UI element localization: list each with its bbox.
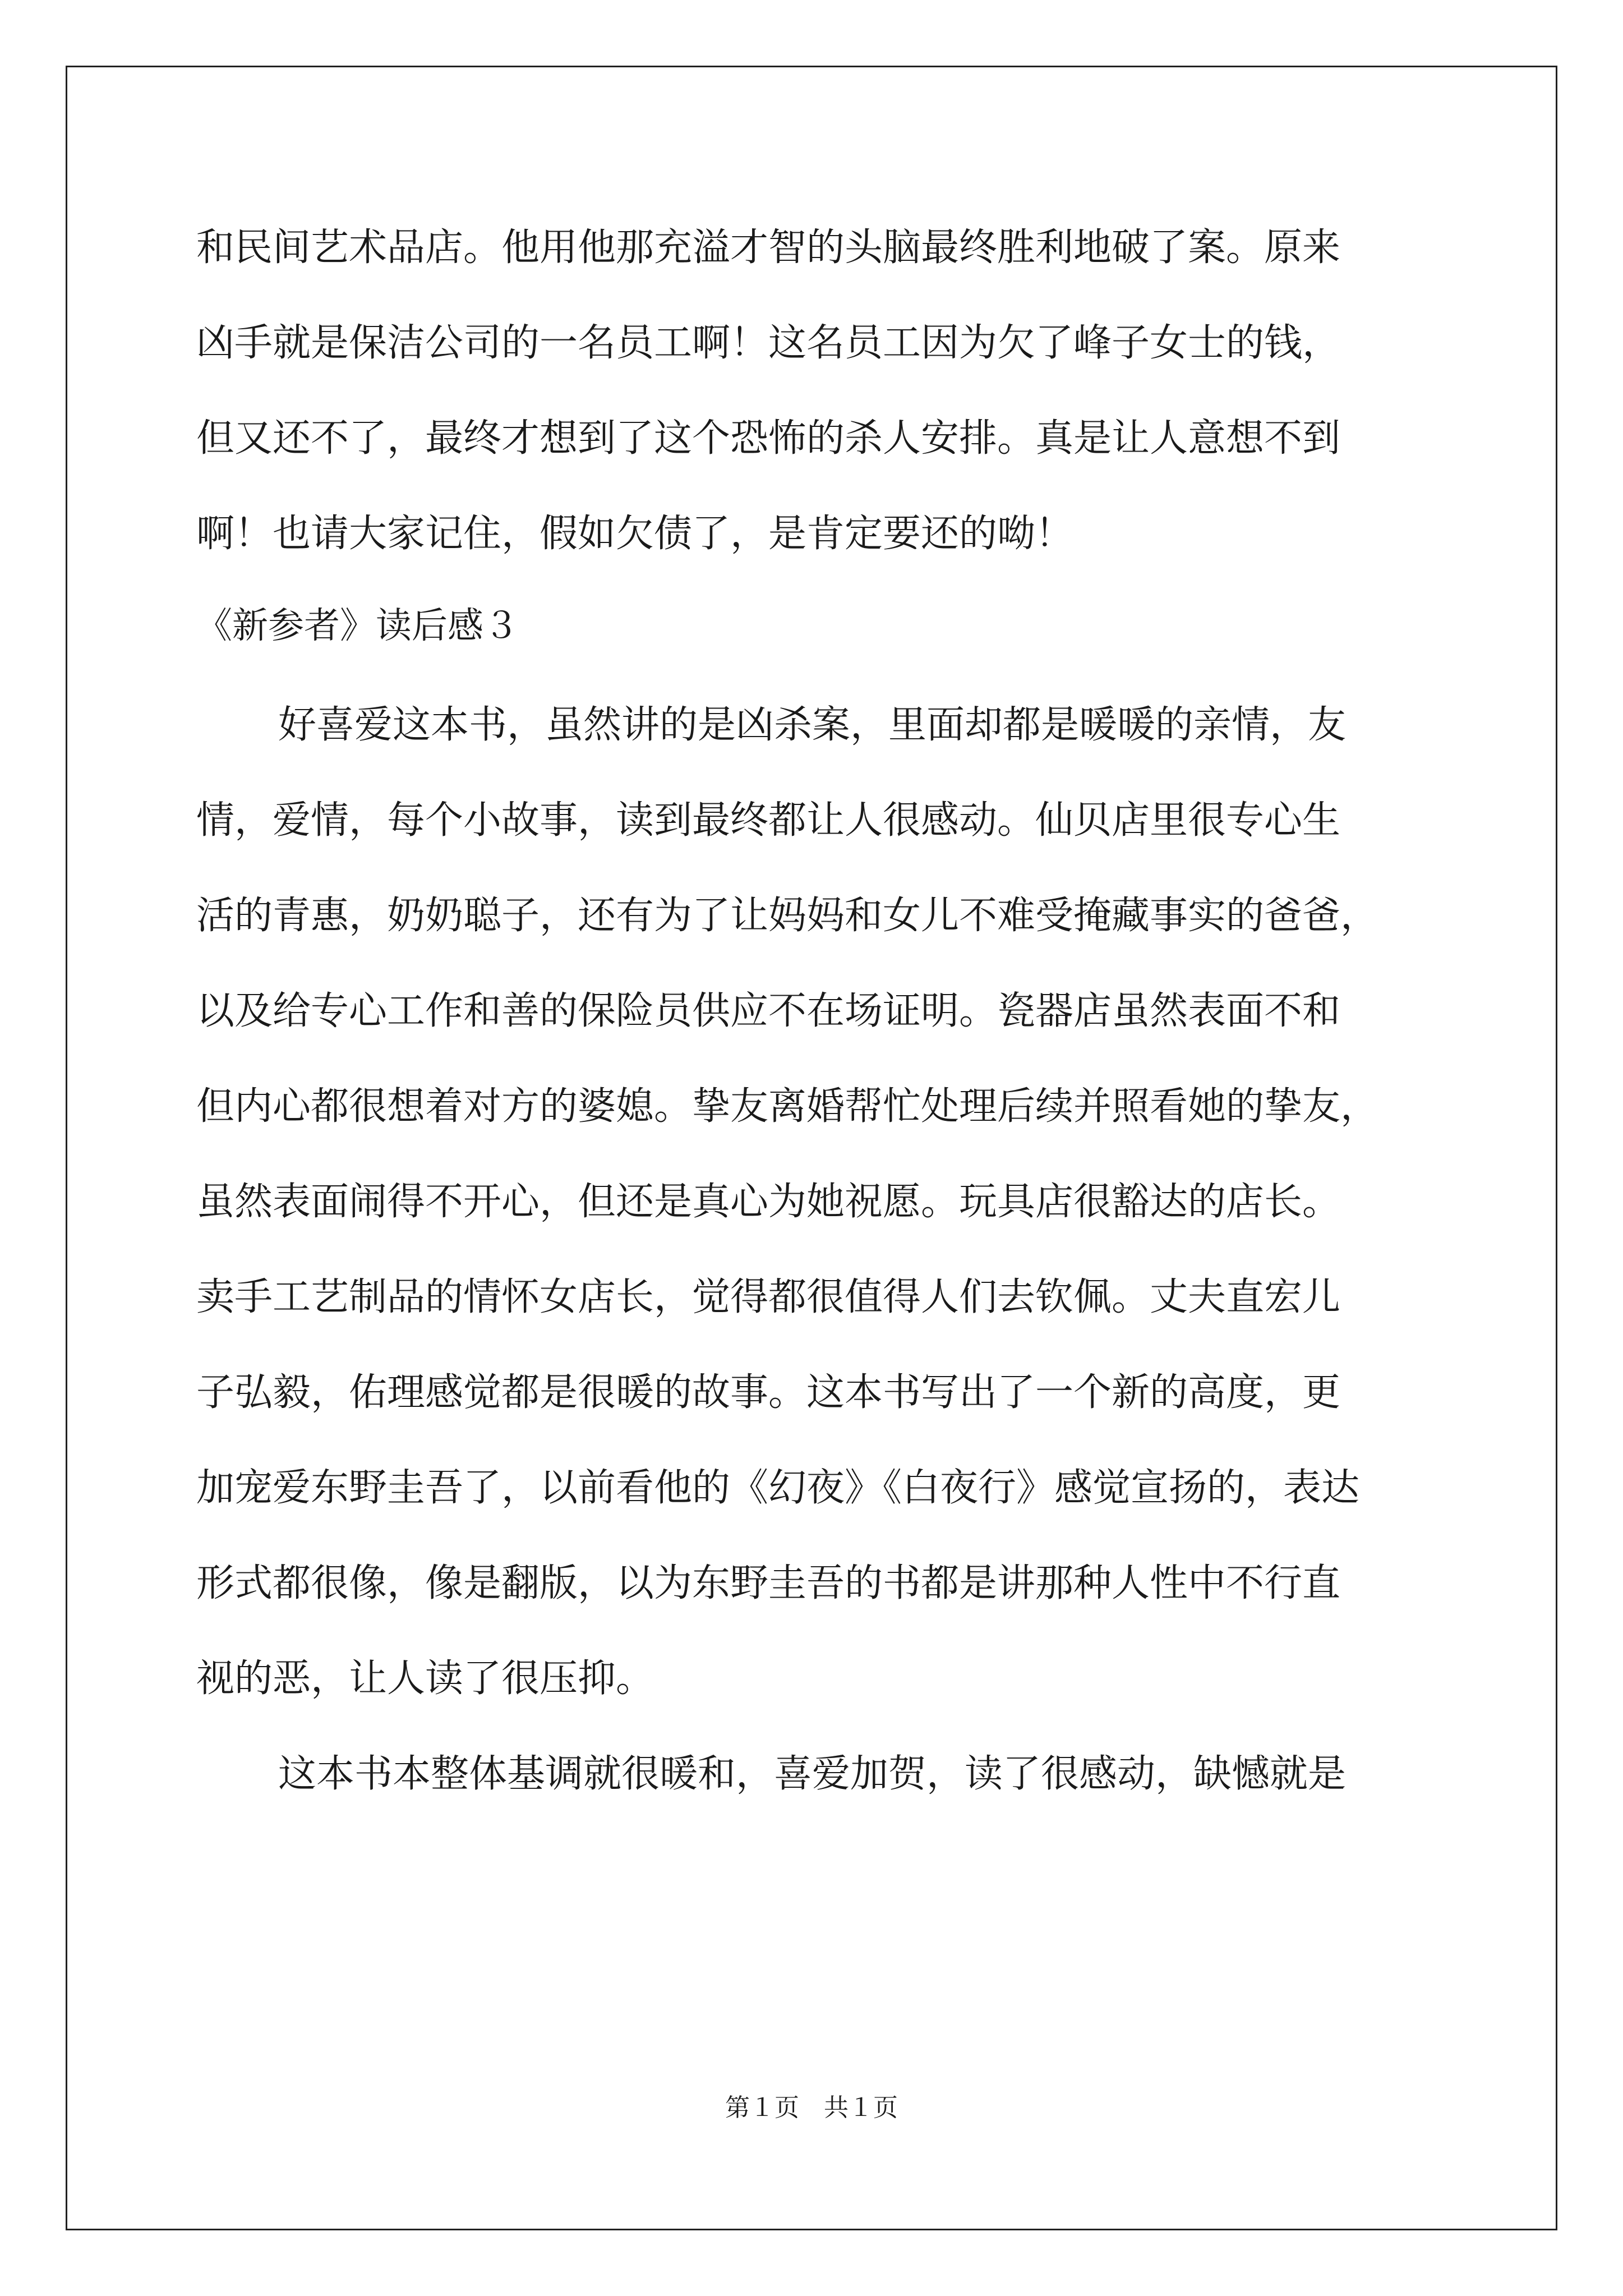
text-line: 凶手就是保洁公司的一名员工啊！这名员工因为欠了峰子女士的钱， (196, 321, 1341, 365)
text-line: 以及给专心工作和善的保险员供应不在场证明。瓷器店虽然表面不和 (196, 989, 1341, 1033)
page-footer: 第１页 共１页 (725, 2093, 898, 2122)
text-line: 加宠爱东野圭吾了，以前看他的《幻夜》《白夜行》感觉宣扬的，表达 (196, 1466, 1360, 1510)
text-line: 这本书本整体基调就很暖和，喜爱加贺，读了很感动，缺憾就是 (278, 1752, 1347, 1796)
text-line: 形式都很像，像是翻版，以为东野圭吾的书都是讲那种人性中不行直 (196, 1561, 1341, 1605)
text-line: 虽然表面闹得不开心，但还是真心为她祝愿。玩具店很豁达的店长。 (196, 1180, 1341, 1224)
text-line: 卖手工艺制品的情怀女店长，觉得都很值得人们去钦佩。丈夫直宏儿 (196, 1275, 1341, 1319)
page-border (66, 66, 1557, 2230)
text-line: 和民间艺术品店。他用他那充溢才智的头脑最终胜利地破了案。原来 (196, 226, 1341, 270)
text-line: 啊！也请大家记住，假如欠债了，是肯定要还的呦！ (196, 512, 1074, 556)
text-line: 视的恶，让人读了很压抑。 (196, 1657, 654, 1701)
text-line: 活的青惠，奶奶聪子，还有为了让妈妈和女儿不难受掩藏事实的爸爸， (196, 894, 1379, 938)
text-line: 但内心都很想着对方的婆媳。挚友离婚帮忙处理后续并照看她的挚友， (196, 1084, 1379, 1129)
text-line: 但又还不了，最终才想到了这个恐怖的杀人安排。真是让人意想不到 (196, 416, 1341, 461)
text-line: 好喜爱这本书，虽然讲的是凶杀案，里面却都是暖暖的亲情，友 (278, 703, 1347, 747)
text-line: 情，爱情，每个小故事，读到最终都让人很感动。仙贝店里很专心生 (196, 798, 1341, 843)
section-title: 《新参者》读后感３ (196, 605, 519, 647)
text-line: 子弘毅，佑理感觉都是很暖的故事。这本书写出了一个新的高度，更 (196, 1370, 1341, 1415)
